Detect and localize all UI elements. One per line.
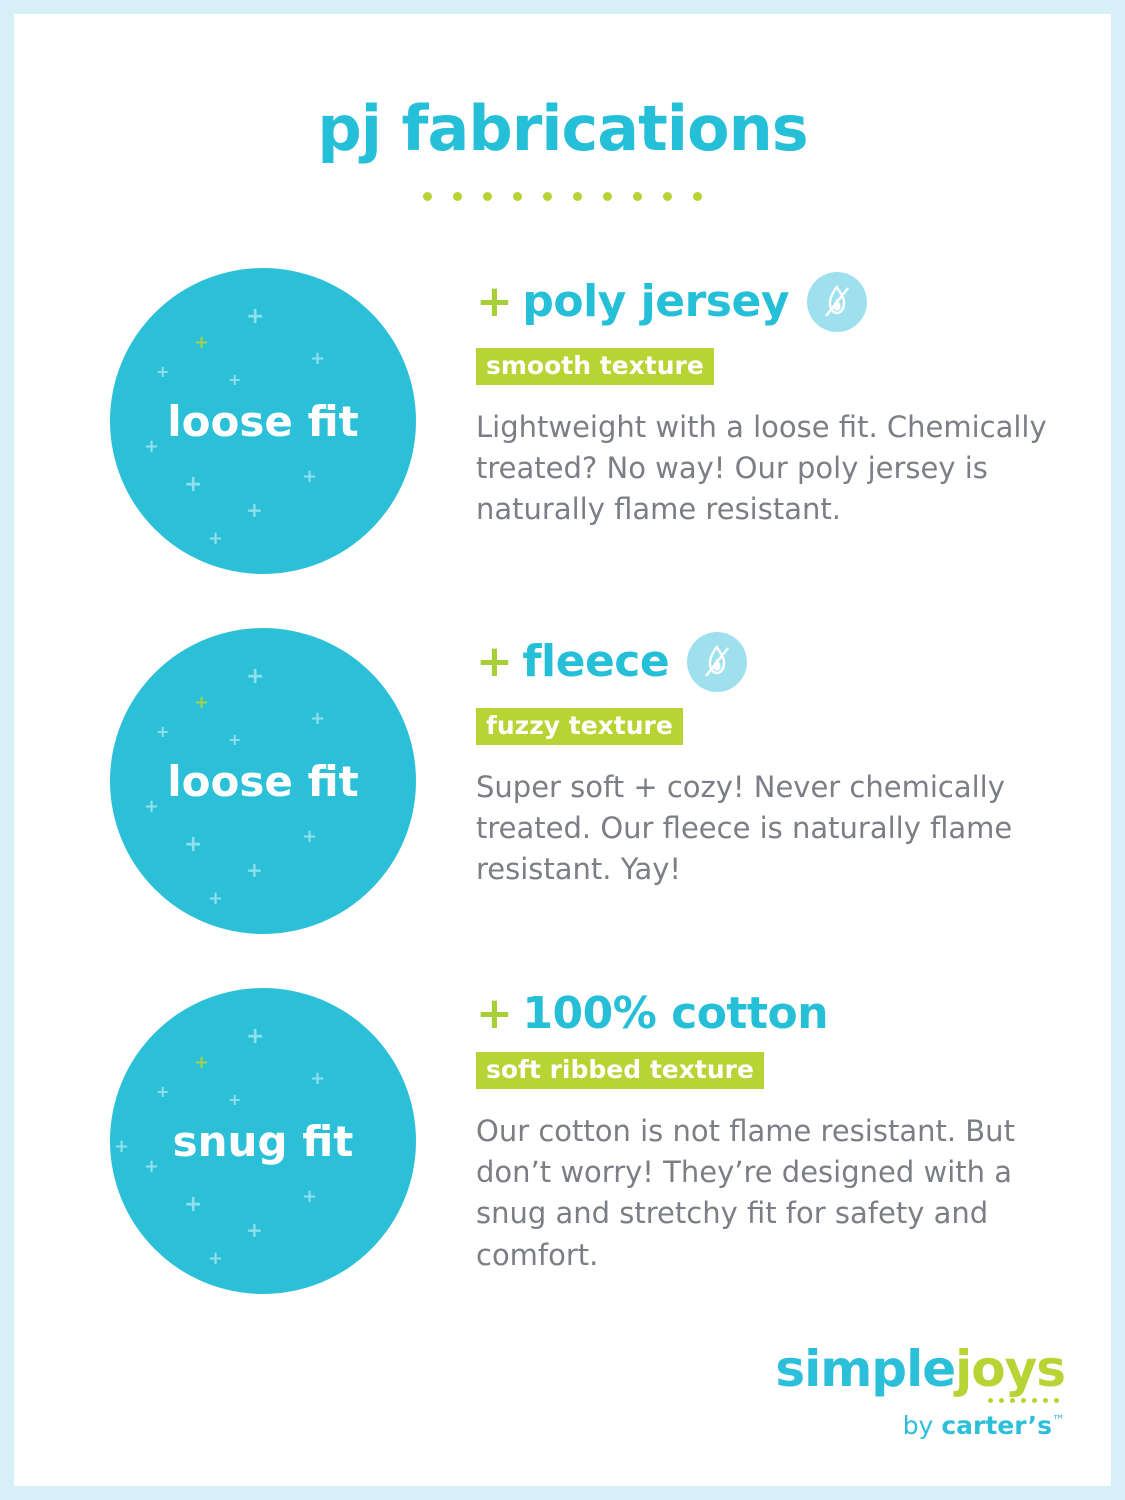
logo-dot-row — [775, 1398, 1059, 1403]
sparkle-icon: + — [302, 826, 318, 847]
sparkle-icon: + — [228, 370, 242, 389]
logo-dot — [988, 1398, 993, 1403]
fit-circle — [110, 988, 416, 1294]
fabric-description: Lightweight with a loose fit. Chemically treated? No way! Our poly jersey is naturally flame resistant. — [476, 410, 1047, 527]
sparkle-icon: + — [246, 858, 263, 882]
logo-simple: simple — [775, 1340, 956, 1398]
fabric-content — [476, 632, 1076, 891]
fabric-row — [14, 972, 1111, 1292]
sparkle-icon: + — [194, 692, 210, 713]
sparkle-icon: + — [246, 1218, 263, 1242]
page-title: pj fabrications — [317, 92, 808, 165]
divider-dot — [453, 192, 462, 201]
sparkle-icon: + — [310, 348, 326, 369]
texture-badge: soft ribbed texture — [476, 1052, 764, 1089]
texture-badge-wrap — [476, 332, 1076, 385]
brand-logo — [775, 1340, 1065, 1440]
sparkle-icon: + — [144, 1156, 160, 1177]
logo-dot — [1043, 1398, 1048, 1403]
logo-dot — [999, 1398, 1004, 1403]
fit-circle — [110, 268, 416, 574]
fabric-description: Super soft + cozy! Never chemically treated. Our fleece is naturally flame resistant. Yay! — [476, 770, 1013, 887]
sparkle-icon: + — [302, 466, 318, 487]
fabric-row — [14, 612, 1111, 932]
sparkle-icon: + — [228, 730, 242, 749]
divider-dot — [663, 192, 672, 201]
fit-circle-label: snug fit — [172, 1116, 354, 1166]
logo-wordmark — [775, 1340, 1065, 1398]
texture-badge: smooth texture — [476, 348, 714, 385]
fit-circle — [110, 628, 416, 934]
divider-dot — [693, 192, 702, 201]
divider-dot — [603, 192, 612, 201]
fabric-row — [14, 252, 1111, 572]
fabric-heading — [476, 988, 1076, 1039]
fabric-content — [476, 988, 1076, 1276]
fit-circle-label: loose fit — [167, 756, 359, 806]
plus-icon: + — [476, 988, 513, 1039]
logo-joys: joys — [955, 1340, 1065, 1398]
sparkle-icon: + — [228, 1090, 242, 1109]
sparkle-icon: + — [156, 362, 170, 381]
sparkle-icon: + — [114, 1136, 130, 1157]
logo-tm: ™ — [1052, 1413, 1065, 1429]
texture-badge-wrap — [476, 692, 1076, 745]
sparkle-icon: + — [144, 436, 160, 457]
fabric-heading — [476, 272, 1076, 332]
sparkle-icon: + — [302, 1186, 318, 1207]
fabric-heading — [476, 632, 1076, 692]
sparkle-icon: + — [184, 1192, 203, 1217]
fabric-description: Our cotton is not flame resistant. But don’t worry! They’re designed with a snug and stretchy fit for safety and comfort. — [476, 1114, 1015, 1272]
logo-by: by — [902, 1411, 942, 1440]
sparkle-icon: + — [246, 304, 265, 329]
sparkle-icon: + — [184, 832, 203, 857]
fit-circle-label: loose fit — [167, 396, 359, 446]
divider-dot — [633, 192, 642, 201]
sparkle-icon: + — [246, 664, 265, 689]
plus-icon: + — [476, 276, 513, 327]
sparkle-icon: + — [246, 1024, 265, 1049]
divider-dot — [423, 192, 432, 201]
logo-carters: carter’s — [941, 1411, 1052, 1440]
fabric-name: 100% cotton — [522, 988, 829, 1039]
plus-icon: + — [476, 636, 513, 687]
fabric-content — [476, 272, 1076, 531]
sparkle-icon: + — [144, 796, 160, 817]
sparkle-icon: + — [310, 1068, 326, 1089]
logo-byline — [775, 1413, 1065, 1438]
divider-dot — [513, 192, 522, 201]
sparkle-icon: + — [208, 888, 224, 909]
divider-dot — [573, 192, 582, 201]
logo-dot — [1032, 1398, 1037, 1403]
poster-inner — [14, 14, 1111, 1486]
texture-badge-wrap — [476, 1036, 1076, 1089]
sparkle-icon: + — [184, 472, 203, 497]
sparkle-icon: + — [156, 1082, 170, 1101]
logo-dot — [1021, 1398, 1026, 1403]
sparkle-icon: + — [246, 498, 263, 522]
texture-badge: fuzzy texture — [476, 708, 683, 745]
sparkle-icon: + — [194, 1052, 210, 1073]
fabric-name: fleece — [522, 636, 670, 687]
flame-resistant-icon — [687, 632, 747, 692]
sparkle-icon: + — [194, 332, 210, 353]
divider-dots — [14, 192, 1111, 201]
sparkle-icon: + — [208, 1248, 224, 1269]
logo-dot — [1054, 1398, 1059, 1403]
divider-dot — [543, 192, 552, 201]
sparkle-icon: + — [310, 708, 326, 729]
sparkle-icon: + — [208, 528, 224, 549]
flame-resistant-icon — [807, 272, 867, 332]
sparkle-icon: + — [156, 722, 170, 741]
fabric-name: poly jersey — [522, 276, 790, 327]
divider-dot — [483, 192, 492, 201]
logo-dot — [1010, 1398, 1015, 1403]
